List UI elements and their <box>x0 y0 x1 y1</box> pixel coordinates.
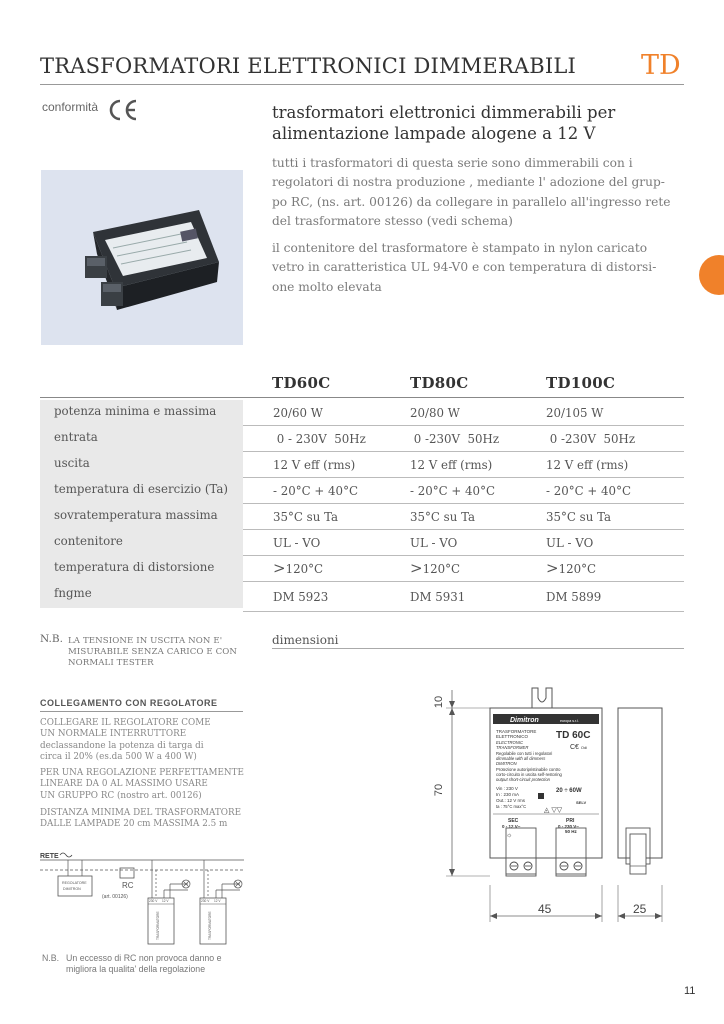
cell-value: 0 -230V 50Hz <box>410 432 500 446</box>
device-text: corto-circuito in uscita self-restoring <box>496 772 562 777</box>
device-ce-mark: C€ Odi <box>570 744 588 751</box>
text-line: DALLE LAMPADE 20 cm MASSIMA 2.5 m <box>40 819 228 830</box>
table-row <box>40 478 684 504</box>
cell-value: - 20°C + 40°C <box>273 484 358 498</box>
device-model: TD 60C <box>556 730 591 741</box>
row-label: temperatura di distorsione <box>40 556 243 582</box>
text-line: vetro in caratteristica UL 94-V0 e con temperatura di distorsi- <box>272 260 657 275</box>
text-line: il contenitore del trasformatore è stampato in nylon caricato <box>272 241 648 255</box>
transformer-2 <box>200 860 242 944</box>
row-label: uscita <box>40 452 243 478</box>
device-symbols-icon: ◬ ▽▽ <box>544 807 563 814</box>
device-power: 20 ÷ 60W <box>556 788 582 794</box>
table-row <box>40 452 684 478</box>
dimension-drawing <box>420 680 690 940</box>
table-row <box>40 530 684 556</box>
text-line: declassandone la potenza di targa di <box>40 740 204 751</box>
note-text <box>68 636 278 669</box>
connection-paragraph-1 <box>40 718 255 763</box>
lamp-symbol-icon: ☼ <box>506 832 513 839</box>
cell-value-text: 120°C <box>285 562 324 576</box>
transformer-text: 230 V <box>149 899 158 903</box>
dim-arrow <box>449 701 455 708</box>
cell-value: 35°C su Ta <box>410 510 476 524</box>
rc-box <box>120 868 134 878</box>
transformer-text: 230 V <box>201 899 210 903</box>
cell-value: 20/60 W <box>273 406 323 420</box>
device-text: In : 230 mA <box>496 792 520 797</box>
text-line: UN GRUPPO RC (nostro art. 00126) <box>40 790 202 801</box>
cell-value: UL - VO <box>410 536 458 550</box>
note-prefix: N.B. <box>40 633 63 645</box>
dim-70: 70 <box>433 783 445 797</box>
greater-than-symbol: > <box>410 559 423 577</box>
device-text: Vin : 230 V <box>496 786 518 791</box>
cell-value-text: 120°C <box>422 562 461 576</box>
device-front-view <box>490 688 602 876</box>
intro-paragraph-1 <box>272 154 672 231</box>
cell-value: UL - VO <box>273 536 321 550</box>
connection-heading: COLLEGAMENTO CON REGOLATORE <box>40 698 218 708</box>
text-line: DISTANZA MINIMA DEL TRASFORMATORE <box>40 808 241 818</box>
cell-value: - 20°C + 40°C <box>410 484 495 498</box>
title-rule <box>40 84 684 85</box>
table-row <box>40 426 684 452</box>
device-text: dimmable with all dimmers <box>496 756 546 761</box>
table-row <box>40 582 684 608</box>
ce-mark-icon <box>108 98 140 122</box>
text-line: LINEARE DA 0 AL MASSIMO USARE <box>40 779 208 790</box>
regulator-box <box>58 876 92 896</box>
device-text: ELECTRONIC <box>496 740 523 745</box>
greater-than-symbol: > <box>273 559 286 577</box>
cell-value: 20/105 W <box>546 406 604 420</box>
wiring-diagram <box>38 840 248 950</box>
cell-value <box>546 559 596 577</box>
device-text: 50 Hz <box>565 829 577 834</box>
note-prefix: N.B. <box>42 953 60 963</box>
cell-value: - 20°C + 40°C <box>546 484 631 498</box>
connection-paragraph-2 <box>40 768 255 802</box>
transformer-text: 12 V <box>162 899 169 903</box>
table-row <box>40 556 684 582</box>
device-text: 0 - 12 V~ <box>502 824 521 829</box>
cell-value: 35°C su Ta <box>273 510 339 524</box>
device-text: PRI <box>566 818 575 824</box>
device-text: TRASFORMATORE <box>496 729 537 734</box>
row-label: entrata <box>40 426 243 452</box>
device-side-view <box>618 708 662 874</box>
device-text: 0 - 230 V~ <box>558 824 579 829</box>
device-text: SEC <box>508 818 519 824</box>
regulator-label: DIMITRON <box>63 887 81 891</box>
dim-arrow <box>449 708 455 715</box>
text-line: COLLEGARE IL REGOLATORE COME <box>40 718 211 728</box>
cell-value <box>273 559 323 577</box>
transformer-text: 12 V <box>214 899 221 903</box>
column-header-td80c: TD80C <box>410 374 469 392</box>
note-text <box>66 953 256 975</box>
conformity-label: conformità <box>42 100 99 114</box>
row-label: potenza minima e massima <box>40 400 243 426</box>
cell-value <box>410 559 460 577</box>
dimensions-rule <box>272 648 684 649</box>
cell-value: 35°C su Ta <box>546 510 612 524</box>
ac-symbol-icon <box>60 853 72 857</box>
dim-arrow <box>449 869 455 876</box>
device-brand-suffix: europa s.r.l. <box>560 719 579 723</box>
cell-value: 12 V eff (rms) <box>410 458 493 472</box>
row-label: fngme <box>40 582 243 608</box>
text-line: tutti i trasformatori di questa serie sono dimmerabili con i <box>272 156 633 170</box>
device-text: output short-circuit protection <box>496 777 550 782</box>
greater-than-symbol: > <box>546 559 559 577</box>
table-row <box>40 400 684 426</box>
device-text: DIMITRON <box>496 761 517 766</box>
text-line: migliora la qualita' della regolazione <box>66 964 206 974</box>
dim-25: 25 <box>633 902 647 916</box>
cell-value-text: 120°C <box>558 562 597 576</box>
intro-headline: trasformatori elettronici dimmerabili per alimentazione lampade alogene a 12 V <box>272 103 616 143</box>
rc-art-label: (art. 00126) <box>102 894 128 900</box>
text-line: PER UNA REGOLAZIONE PERFETTAMENTE <box>40 768 244 778</box>
mains-label: RETE <box>40 853 59 860</box>
device-symbol-icon <box>538 793 544 799</box>
column-header-td60c: TD60C <box>272 374 331 392</box>
device-text: ELETTRONICO <box>496 734 529 739</box>
text-line: one molto elevata <box>272 279 382 294</box>
text-line: MISURABILE SENZA CARICO E CON <box>68 647 238 657</box>
product-photo <box>41 170 243 345</box>
cell-value: 0 -230V 50Hz <box>546 432 636 446</box>
device-text: Out.: 12 V rms <box>496 798 526 803</box>
text-line: po RC, (ns. art. 00126) da collegare in parallelo all'ingresso rete <box>272 194 671 209</box>
cell-value: 12 V eff (rms) <box>546 458 629 472</box>
cell-value: DM 5923 <box>273 590 329 604</box>
device-text: Regolabile con tutti i regolatori <box>496 751 553 756</box>
text-line: LA TENSIONE IN USCITA NON E' <box>68 636 223 646</box>
text-line: regolatori di nostra produzione , mediante l' adozione del grup- <box>272 175 665 190</box>
cell-value: DM 5899 <box>546 590 602 604</box>
cell-value: UL - VO <box>546 536 594 550</box>
row-rule <box>243 611 684 612</box>
transformer-1 <box>148 860 190 944</box>
accent-dot <box>699 255 724 295</box>
page-number: 11 <box>684 985 696 997</box>
table-top-rule <box>40 397 684 398</box>
dim-45: 45 <box>538 902 552 916</box>
dimensions-heading: dimensioni <box>272 633 339 647</box>
device-text: Protezione autoripristinabile contro <box>496 767 561 772</box>
device-text: ta : 75°C max°C <box>496 804 527 809</box>
regulator-label: REGOLATORE <box>62 881 87 885</box>
cell-value: 12 V eff (rms) <box>273 458 356 472</box>
column-header-td100c: TD100C <box>546 374 616 392</box>
page-title: TRASFORMATORI ELETTRONICI DIMMERABILI <box>40 54 577 78</box>
cell-value: DM 5931 <box>410 590 466 604</box>
table-row <box>40 504 684 530</box>
text-line: Un eccesso di RC non provoca danno e <box>66 953 222 963</box>
series-code: TD <box>641 50 681 81</box>
rc-label: RC <box>122 881 134 890</box>
text-line: del trasformatore stesso (vedi schema) <box>272 213 513 228</box>
row-label: temperatura di esercizio (Ta) <box>40 478 243 504</box>
text-line: circa il 20% (es.da 500 W a 400 W) <box>40 751 197 762</box>
row-label: sovratemperatura massima <box>40 504 243 530</box>
row-label: contenitore <box>40 530 243 556</box>
cell-value: 20/80 W <box>410 406 460 420</box>
device-text: SELV <box>576 800 587 805</box>
text-line: UN NORMALE INTERRUTTORE <box>40 729 187 740</box>
intro-paragraph-2 <box>272 239 672 297</box>
transformer-text: TRASFORMATORE <box>156 911 160 940</box>
transformer-text: TRASFORMATORE <box>208 911 212 940</box>
connection-rule <box>40 711 243 712</box>
device-text: TRANSFORMER <box>496 745 529 750</box>
cell-value: 0 - 230V 50Hz <box>273 432 366 446</box>
connection-paragraph-3 <box>40 808 255 831</box>
text-line: NORMALI TESTER <box>68 658 154 668</box>
dim-10: 10 <box>433 695 445 709</box>
device-brand: Dimitron <box>510 717 539 724</box>
